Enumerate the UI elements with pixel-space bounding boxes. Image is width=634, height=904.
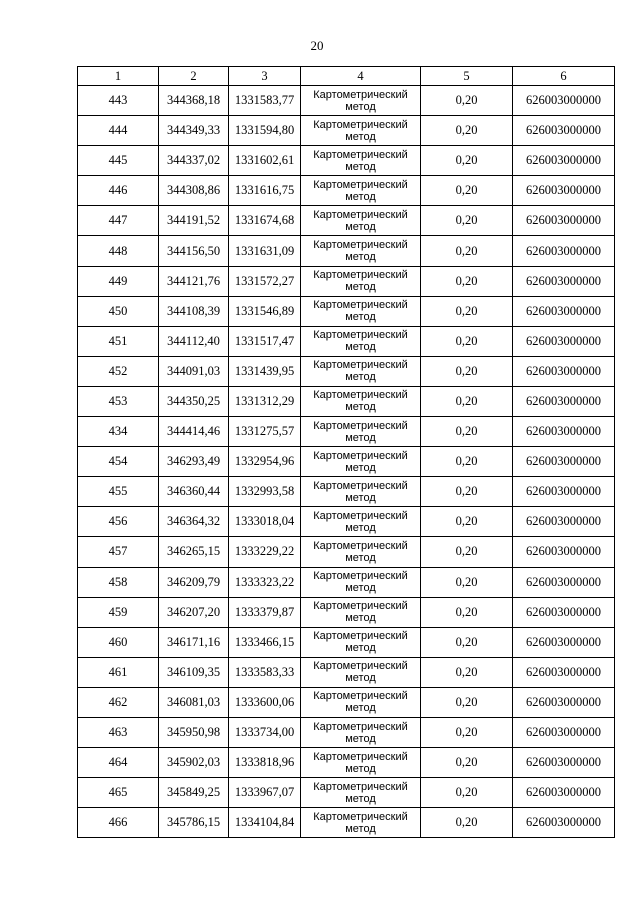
code-cell: 626003000000: [513, 778, 615, 808]
method-cell: [301, 356, 421, 386]
point-number-cell: 464: [78, 748, 159, 778]
x-coordinate-cell: 344368,18: [159, 86, 229, 116]
precision-cell: 0,20: [421, 236, 513, 266]
code-cell: 626003000000: [513, 748, 615, 778]
method-cell: [301, 507, 421, 537]
table-row: [78, 717, 615, 747]
precision-cell: 0,20: [421, 176, 513, 206]
point-number-cell: 466: [78, 808, 159, 838]
precision-cell: 0,20: [421, 717, 513, 747]
x-coordinate-cell: 344349,33: [159, 116, 229, 146]
precision-cell: 0,20: [421, 627, 513, 657]
method-cell: [301, 447, 421, 477]
code-cell: 626003000000: [513, 296, 615, 326]
precision-cell: 0,20: [421, 477, 513, 507]
method-line-2: метод: [345, 160, 376, 173]
method-line-2: метод: [345, 431, 376, 444]
x-coordinate-cell: 344108,39: [159, 296, 229, 326]
precision-cell: 0,20: [421, 356, 513, 386]
precision-cell: 0,20: [421, 116, 513, 146]
method-line-2: метод: [345, 311, 376, 324]
column-header-5: 5: [421, 67, 513, 86]
table-row: [78, 808, 615, 838]
method-line-2: метод: [345, 642, 376, 655]
x-coordinate-cell: 346081,03: [159, 687, 229, 717]
method-line-2: метод: [345, 582, 376, 595]
method-line-2: метод: [345, 100, 376, 113]
method-cell: [301, 657, 421, 687]
y-coordinate-cell: 1333379,87: [229, 597, 301, 627]
y-coordinate-cell: 1332993,58: [229, 477, 301, 507]
precision-cell: 0,20: [421, 146, 513, 176]
code-cell: 626003000000: [513, 236, 615, 266]
method-cell: [301, 116, 421, 146]
table-row: [78, 296, 615, 326]
precision-cell: 0,20: [421, 687, 513, 717]
code-cell: 626003000000: [513, 537, 615, 567]
method-line-2: метод: [345, 491, 376, 504]
method-cell: [301, 176, 421, 206]
point-number-cell: 445: [78, 146, 159, 176]
x-coordinate-cell: 344121,76: [159, 266, 229, 296]
code-cell: 626003000000: [513, 657, 615, 687]
method-line-2: метод: [345, 190, 376, 203]
table-row: [78, 417, 615, 447]
point-number-cell: 455: [78, 477, 159, 507]
method-line-1: Картометрический: [313, 359, 408, 372]
method-line-2: метод: [345, 281, 376, 294]
y-coordinate-cell: 1331674,68: [229, 206, 301, 236]
method-cell: [301, 808, 421, 838]
method-line-1: Картометрический: [313, 148, 408, 161]
x-coordinate-cell: 346265,15: [159, 537, 229, 567]
point-number-cell: 443: [78, 86, 159, 116]
precision-cell: 0,20: [421, 386, 513, 416]
method-line-1: Картометрический: [313, 389, 408, 402]
method-line-2: метод: [345, 251, 376, 264]
method-line-1: Картометрический: [313, 509, 408, 522]
table-row: [78, 386, 615, 416]
x-coordinate-cell: 344112,40: [159, 326, 229, 356]
method-line-2: метод: [345, 401, 376, 414]
method-line-1: Картометрический: [313, 419, 408, 432]
method-cell: [301, 597, 421, 627]
table-row: [78, 748, 615, 778]
y-coordinate-cell: 1333734,00: [229, 717, 301, 747]
y-coordinate-cell: 1331631,09: [229, 236, 301, 266]
point-number-cell: 447: [78, 206, 159, 236]
x-coordinate-cell: 344337,02: [159, 146, 229, 176]
y-coordinate-cell: 1331583,77: [229, 86, 301, 116]
method-cell: [301, 236, 421, 266]
table-row: [78, 537, 615, 567]
point-number-cell: 463: [78, 717, 159, 747]
code-cell: 626003000000: [513, 477, 615, 507]
method-line-1: Картометрический: [313, 810, 408, 823]
y-coordinate-cell: 1331312,29: [229, 386, 301, 416]
method-cell: [301, 627, 421, 657]
code-cell: 626003000000: [513, 146, 615, 176]
method-cell: [301, 146, 421, 176]
x-coordinate-cell: 344156,50: [159, 236, 229, 266]
table-row: [78, 266, 615, 296]
column-header-1: 1: [78, 67, 159, 86]
method-cell: [301, 778, 421, 808]
y-coordinate-cell: 1333583,33: [229, 657, 301, 687]
code-cell: 626003000000: [513, 597, 615, 627]
x-coordinate-cell: 345786,15: [159, 808, 229, 838]
code-cell: 626003000000: [513, 507, 615, 537]
method-cell: [301, 266, 421, 296]
code-cell: 626003000000: [513, 116, 615, 146]
y-coordinate-cell: 1333600,06: [229, 687, 301, 717]
precision-cell: 0,20: [421, 86, 513, 116]
x-coordinate-cell: 344350,25: [159, 386, 229, 416]
point-number-cell: 453: [78, 386, 159, 416]
x-coordinate-cell: 345849,25: [159, 778, 229, 808]
x-coordinate-cell: 344191,52: [159, 206, 229, 236]
code-cell: 626003000000: [513, 808, 615, 838]
method-line-1: Картометрический: [313, 269, 408, 282]
table-row: [78, 507, 615, 537]
x-coordinate-cell: 346207,20: [159, 597, 229, 627]
method-cell: [301, 537, 421, 567]
code-cell: 626003000000: [513, 627, 615, 657]
precision-cell: 0,20: [421, 808, 513, 838]
method-line-1: Картометрический: [313, 118, 408, 131]
code-cell: 626003000000: [513, 386, 615, 416]
precision-cell: 0,20: [421, 447, 513, 477]
table-row: [78, 326, 615, 356]
precision-cell: 0,20: [421, 537, 513, 567]
method-line-1: Картометрический: [313, 539, 408, 552]
method-line-1: Картометрический: [313, 479, 408, 492]
method-line-2: метод: [345, 702, 376, 715]
table-row: [78, 236, 615, 266]
column-header-6: 6: [513, 67, 615, 86]
method-cell: [301, 417, 421, 447]
point-number-cell: 449: [78, 266, 159, 296]
method-line-2: метод: [345, 341, 376, 354]
table-row: [78, 356, 615, 386]
code-cell: 626003000000: [513, 266, 615, 296]
point-number-cell: 458: [78, 567, 159, 597]
precision-cell: 0,20: [421, 266, 513, 296]
x-coordinate-cell: 346209,79: [159, 567, 229, 597]
x-coordinate-cell: 345950,98: [159, 717, 229, 747]
column-header-3: 3: [229, 67, 301, 86]
method-cell: [301, 717, 421, 747]
precision-cell: 0,20: [421, 417, 513, 447]
point-number-cell: 461: [78, 657, 159, 687]
table-row: [78, 116, 615, 146]
table-row: [78, 477, 615, 507]
table-row: [78, 447, 615, 477]
method-line-1: Картометрический: [313, 88, 408, 101]
method-line-1: Картометрический: [313, 239, 408, 252]
method-line-1: Картометрический: [313, 178, 408, 191]
x-coordinate-cell: 345902,03: [159, 748, 229, 778]
y-coordinate-cell: 1333018,04: [229, 507, 301, 537]
point-number-cell: 457: [78, 537, 159, 567]
method-line-1: Картометрический: [313, 570, 408, 583]
point-number-cell: 462: [78, 687, 159, 717]
method-line-1: Картометрический: [313, 750, 408, 763]
y-coordinate-cell: 1333229,22: [229, 537, 301, 567]
method-cell: [301, 748, 421, 778]
point-number-cell: 454: [78, 447, 159, 477]
method-line-1: Картометрический: [313, 660, 408, 673]
precision-cell: 0,20: [421, 778, 513, 808]
code-cell: 626003000000: [513, 356, 615, 386]
method-line-1: Картометрический: [313, 299, 408, 312]
method-cell: [301, 206, 421, 236]
method-line-1: Картометрический: [313, 329, 408, 342]
y-coordinate-cell: 1333818,96: [229, 748, 301, 778]
code-cell: 626003000000: [513, 206, 615, 236]
coordinates-table: [77, 66, 615, 838]
code-cell: 626003000000: [513, 687, 615, 717]
x-coordinate-cell: 346109,35: [159, 657, 229, 687]
point-number-cell: 444: [78, 116, 159, 146]
point-number-cell: 465: [78, 778, 159, 808]
y-coordinate-cell: 1331546,89: [229, 296, 301, 326]
y-coordinate-cell: 1332954,96: [229, 447, 301, 477]
x-coordinate-cell: 344414,46: [159, 417, 229, 447]
method-line-1: Картометрический: [313, 630, 408, 643]
table-row: [78, 778, 615, 808]
code-cell: 626003000000: [513, 176, 615, 206]
x-coordinate-cell: 346293,49: [159, 447, 229, 477]
method-line-1: Картометрический: [313, 690, 408, 703]
table-row: [78, 627, 615, 657]
point-number-cell: 446: [78, 176, 159, 206]
y-coordinate-cell: 1331602,61: [229, 146, 301, 176]
method-line-1: Картометрический: [313, 720, 408, 733]
method-line-2: метод: [345, 551, 376, 564]
table-row: [78, 86, 615, 116]
method-line-2: метод: [345, 130, 376, 143]
method-cell: [301, 477, 421, 507]
table-row: [78, 146, 615, 176]
table-row: [78, 567, 615, 597]
table-row: [78, 657, 615, 687]
table-row: [78, 176, 615, 206]
x-coordinate-cell: 346360,44: [159, 477, 229, 507]
y-coordinate-cell: 1334104,84: [229, 808, 301, 838]
point-number-cell: 434: [78, 417, 159, 447]
precision-cell: 0,20: [421, 748, 513, 778]
method-cell: [301, 296, 421, 326]
method-line-2: метод: [345, 762, 376, 775]
y-coordinate-cell: 1331275,57: [229, 417, 301, 447]
method-line-1: Картометрический: [313, 780, 408, 793]
x-coordinate-cell: 344308,86: [159, 176, 229, 206]
method-line-2: метод: [345, 220, 376, 233]
x-coordinate-cell: 346171,16: [159, 627, 229, 657]
point-number-cell: 448: [78, 236, 159, 266]
code-cell: 626003000000: [513, 447, 615, 477]
method-cell: [301, 86, 421, 116]
point-number-cell: 459: [78, 597, 159, 627]
y-coordinate-cell: 1331594,80: [229, 116, 301, 146]
precision-cell: 0,20: [421, 296, 513, 326]
column-header-4: 4: [301, 67, 421, 86]
precision-cell: 0,20: [421, 567, 513, 597]
y-coordinate-cell: 1333466,15: [229, 627, 301, 657]
precision-cell: 0,20: [421, 507, 513, 537]
code-cell: 626003000000: [513, 86, 615, 116]
point-number-cell: 456: [78, 507, 159, 537]
method-line-2: метод: [345, 732, 376, 745]
table-header-row: [78, 67, 615, 86]
page-number: 20: [310, 38, 324, 53]
point-number-cell: 460: [78, 627, 159, 657]
column-header-2: 2: [159, 67, 229, 86]
method-line-2: метод: [345, 371, 376, 384]
code-cell: 626003000000: [513, 567, 615, 597]
point-number-cell: 450: [78, 296, 159, 326]
table-row: [78, 597, 615, 627]
y-coordinate-cell: 1331616,75: [229, 176, 301, 206]
method-line-2: метод: [345, 521, 376, 534]
method-line-1: Картометрический: [313, 449, 408, 462]
method-cell: [301, 326, 421, 356]
precision-cell: 0,20: [421, 326, 513, 356]
y-coordinate-cell: 1331439,95: [229, 356, 301, 386]
point-number-cell: 451: [78, 326, 159, 356]
point-number-cell: 452: [78, 356, 159, 386]
code-cell: 626003000000: [513, 417, 615, 447]
method-line-2: метод: [345, 792, 376, 805]
code-cell: 626003000000: [513, 717, 615, 747]
y-coordinate-cell: 1333967,07: [229, 778, 301, 808]
precision-cell: 0,20: [421, 657, 513, 687]
method-cell: [301, 567, 421, 597]
table-row: [78, 687, 615, 717]
table-row: [78, 206, 615, 236]
method-cell: [301, 687, 421, 717]
method-line-2: метод: [345, 612, 376, 625]
code-cell: 626003000000: [513, 326, 615, 356]
y-coordinate-cell: 1331517,47: [229, 326, 301, 356]
method-line-2: метод: [345, 822, 376, 835]
method-line-1: Картометрический: [313, 208, 408, 221]
precision-cell: 0,20: [421, 597, 513, 627]
method-cell: [301, 386, 421, 416]
method-line-1: Картометрический: [313, 600, 408, 613]
y-coordinate-cell: 1331572,27: [229, 266, 301, 296]
precision-cell: 0,20: [421, 206, 513, 236]
method-line-2: метод: [345, 461, 376, 474]
x-coordinate-cell: 344091,03: [159, 356, 229, 386]
y-coordinate-cell: 1333323,22: [229, 567, 301, 597]
x-coordinate-cell: 346364,32: [159, 507, 229, 537]
method-line-2: метод: [345, 672, 376, 685]
